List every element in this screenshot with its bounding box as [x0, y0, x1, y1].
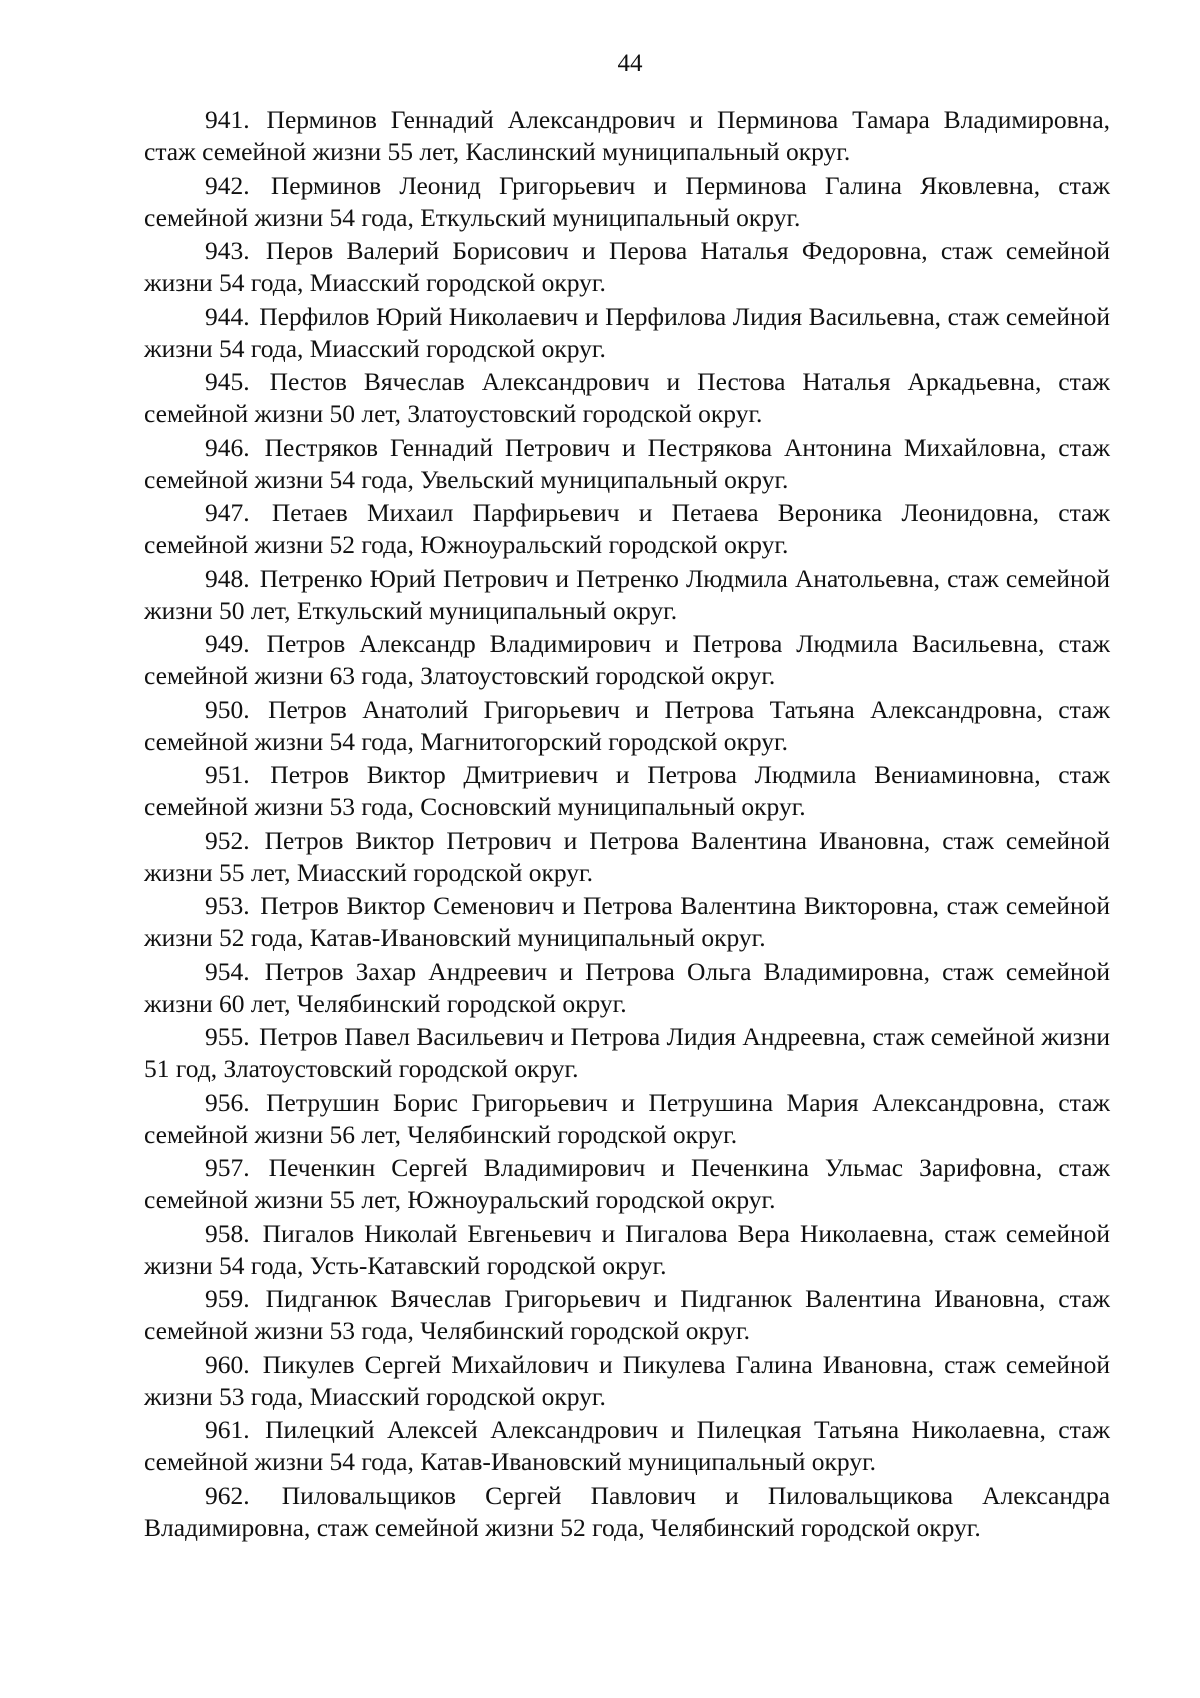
- list-item: [144, 497, 1110, 561]
- entry-number: 961.: [205, 1415, 250, 1444]
- entry-number: 955.: [205, 1022, 250, 1051]
- entry-number: 954.: [205, 956, 250, 986]
- list-item: [144, 104, 1110, 168]
- entry-number: 947.: [205, 498, 250, 527]
- entry-number: 942.: [205, 170, 250, 200]
- entry-text: Перминов Геннадий Александрович и Перминова Тамара Владимировна, стаж семейной жизни 55 лет, Каслинский муниципальный округ.: [144, 105, 1111, 166]
- list-item: [144, 1152, 1110, 1216]
- entry-number: 949.: [205, 629, 250, 658]
- list-item: [144, 1414, 1110, 1478]
- list-item: [144, 301, 1110, 365]
- entry-number: 956.: [205, 1087, 250, 1117]
- list-item: [144, 628, 1110, 692]
- entry-number: 958.: [205, 1218, 250, 1248]
- list-item: [144, 759, 1110, 823]
- entry-number: 953.: [205, 891, 250, 920]
- entry-number: 950.: [205, 694, 250, 724]
- entry-text: Петров Анатолий Григорьевич и Петрова Татьяна Александровна, стаж семейной жизни 54 года, Магнитогорский городской округ.: [144, 694, 1110, 756]
- list-item: [144, 1349, 1110, 1413]
- entry-number: 962.: [205, 1480, 250, 1510]
- entry-text: Перов Валерий Борисович и Перова Наталья Федоровна, стаж семейной жизни 54 года, Миасский городской округ.: [144, 236, 1110, 297]
- entry-number: 959.: [205, 1284, 250, 1313]
- list-item: [144, 1087, 1110, 1151]
- entry-text: Пигалов Николай Евгеньевич и Пигалова Вера Николаевна, стаж семейной жизни 54 года, Усть-Катавский городской округ.: [144, 1218, 1111, 1280]
- entry-number: 957.: [205, 1153, 250, 1182]
- list-item: [144, 694, 1110, 758]
- entry-number: 951.: [205, 760, 250, 789]
- list-item: [144, 956, 1110, 1020]
- list-item: [144, 825, 1110, 889]
- entry-number: 952.: [205, 825, 250, 855]
- entry-text: Перминов Леонид Григорьевич и Перминова Галина Яковлевна, стаж семейной жизни 54 года, Еткульский муниципальный округ.: [144, 170, 1111, 232]
- list-item: [144, 432, 1110, 496]
- entry-number: 943.: [205, 236, 250, 265]
- entry-number: 941.: [205, 105, 250, 134]
- entry-number: 945.: [205, 367, 250, 396]
- entry-text: Пидганюк Вячеслав Григорьевич и Пидганюк Валентина Ивановна, стаж семейной жизни 53 года, Челябинский городской округ.: [144, 1284, 1110, 1345]
- list-item: [144, 1218, 1110, 1282]
- entry-text: Пилецкий Алексей Александрович и Пилецкая Татьяна Николаевна, стаж семейной жизни 54 года, Катав-Ивановский муниципальный округ.: [144, 1415, 1110, 1476]
- entry-number: 948.: [205, 563, 250, 593]
- entry-text: Петренко Юрий Петрович и Петренко Людмила Анатольевна, стаж семейной жизни 50 лет, Еткульский муниципальный округ.: [144, 563, 1110, 625]
- list-item: [144, 890, 1110, 954]
- list-item: [144, 235, 1110, 299]
- entry-text: Пестов Вячеслав Александрович и Пестова Наталья Аркадьевна, стаж семейной жизни 50 лет, Златоустовский городской округ.: [144, 367, 1111, 428]
- entry-text: Петров Виктор Дмитриевич и Петрова Людмила Вениаминовна, стаж семейной жизни 53 года, Сосновский муниципальный округ.: [144, 760, 1110, 821]
- entry-text: Петрушин Борис Григорьевич и Петрушина Мария Александровна, стаж семейной жизни 56 лет, Челябинский городской округ.: [144, 1087, 1111, 1149]
- entry-text: Перфилов Юрий Николаевич и Перфилова Лидия Васильевна, стаж семейной жизни 54 года, Миасский городской округ.: [144, 301, 1110, 363]
- entry-list: [144, 104, 1110, 1545]
- entry-text: Петаев Михаил Парфирьевич и Петаева Вероника Леонидовна, стаж семейной жизни 52 года, Южноуральский городской округ.: [144, 498, 1110, 559]
- entry-number: 946.: [205, 432, 250, 462]
- entry-text: Петров Виктор Семенович и Петрова Валентина Викторовна, стаж семейной жизни 52 года, Катав-Ивановский муниципальный округ.: [144, 891, 1110, 952]
- entry-text: Пестряков Геннадий Петрович и Пестрякова Антонина Михайловна, стаж семейной жизни 54 года, Увельский муниципальный округ.: [144, 432, 1111, 494]
- entry-text: Пиловальщиков Сергей Павлович и Пиловальщикова Александра Владимировна, стаж семейной жизни 52 года, Челябинский городской округ.: [144, 1480, 1111, 1542]
- page-number: 44: [617, 50, 643, 77]
- list-item: [144, 563, 1110, 627]
- list-item: [144, 1283, 1110, 1347]
- entry-text: Петров Павел Васильевич и Петрова Лидия Андреевна, стаж семейной жизни 51 год, Златоустовский городской округ.: [144, 1022, 1110, 1083]
- list-item: [144, 366, 1110, 430]
- entry-number: 960.: [205, 1349, 250, 1379]
- entry-text: Петров Александр Владимирович и Петрова Людмила Васильевна, стаж семейной жизни 63 года, Златоустовский городской округ.: [144, 629, 1110, 690]
- list-item: [144, 170, 1110, 234]
- entry-text: Петров Виктор Петрович и Петрова Валентина Ивановна, стаж семейной жизни 55 лет, Миасский городской округ.: [144, 825, 1111, 887]
- entry-number: 944.: [205, 301, 250, 331]
- entry-text: Петров Захар Андреевич и Петрова Ольга Владимировна, стаж семейной жизни 60 лет, Челябинский городской округ.: [144, 956, 1111, 1018]
- entry-text: Печенкин Сергей Владимирович и Печенкина Ульмас Зарифовна, стаж семейной жизни 55 лет, Южноуральский городской округ.: [144, 1153, 1111, 1214]
- entry-text: Пикулев Сергей Михайлович и Пикулева Галина Ивановна, стаж семейной жизни 53 года, Миасский городской округ.: [144, 1349, 1110, 1411]
- list-item: [144, 1021, 1110, 1085]
- list-item: [144, 1480, 1110, 1544]
